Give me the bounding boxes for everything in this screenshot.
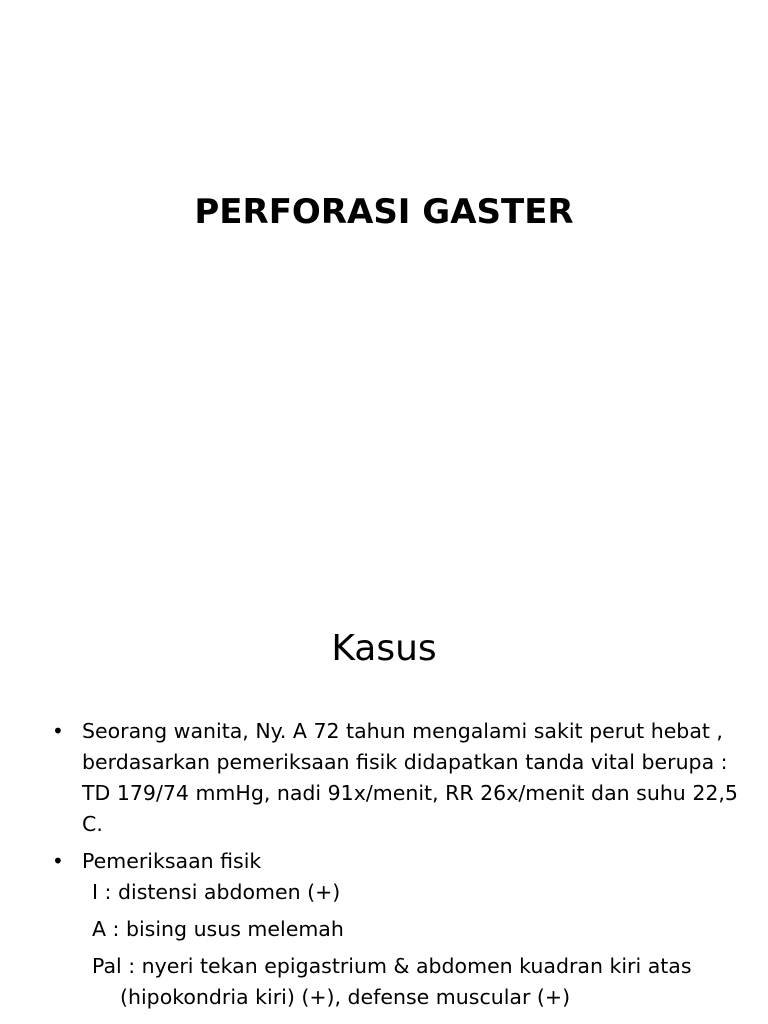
case-content bbox=[52, 716, 742, 1019]
bullet-text-exam: Pemeriksaan fisik bbox=[82, 849, 262, 873]
slide-case-heading: Kasus bbox=[331, 628, 437, 669]
exam-line-palpation: Pal : nyeri tekan epigastrium & abdomen kuadran kiri atas (hipokondria kiri) (+), defense muscular (+) bbox=[92, 954, 692, 1009]
slide-title-heading: PERFORASI GASTER bbox=[194, 192, 574, 232]
bullet-marker: • bbox=[52, 719, 64, 743]
slide-case bbox=[0, 576, 768, 1024]
exam-line-inspection: I : distensi abdomen (+) bbox=[92, 880, 341, 904]
bullet-text-patient: Seorang wanita, Ny. A 72 tahun mengalami sakit perut hebat , berdasarkan pemeriksaan fisik didapatkan tanda vital berupa : TD 179/74 mmHg, nadi 91x/menit, RR 26x/menit dan suhu 22,5 C. bbox=[82, 719, 738, 836]
exam-line-auscultation: A : bising usus melemah bbox=[92, 917, 344, 941]
bullet-item-patient bbox=[52, 716, 742, 840]
bullet-item-exam bbox=[52, 846, 742, 1013]
bullet-marker: • bbox=[52, 849, 64, 873]
